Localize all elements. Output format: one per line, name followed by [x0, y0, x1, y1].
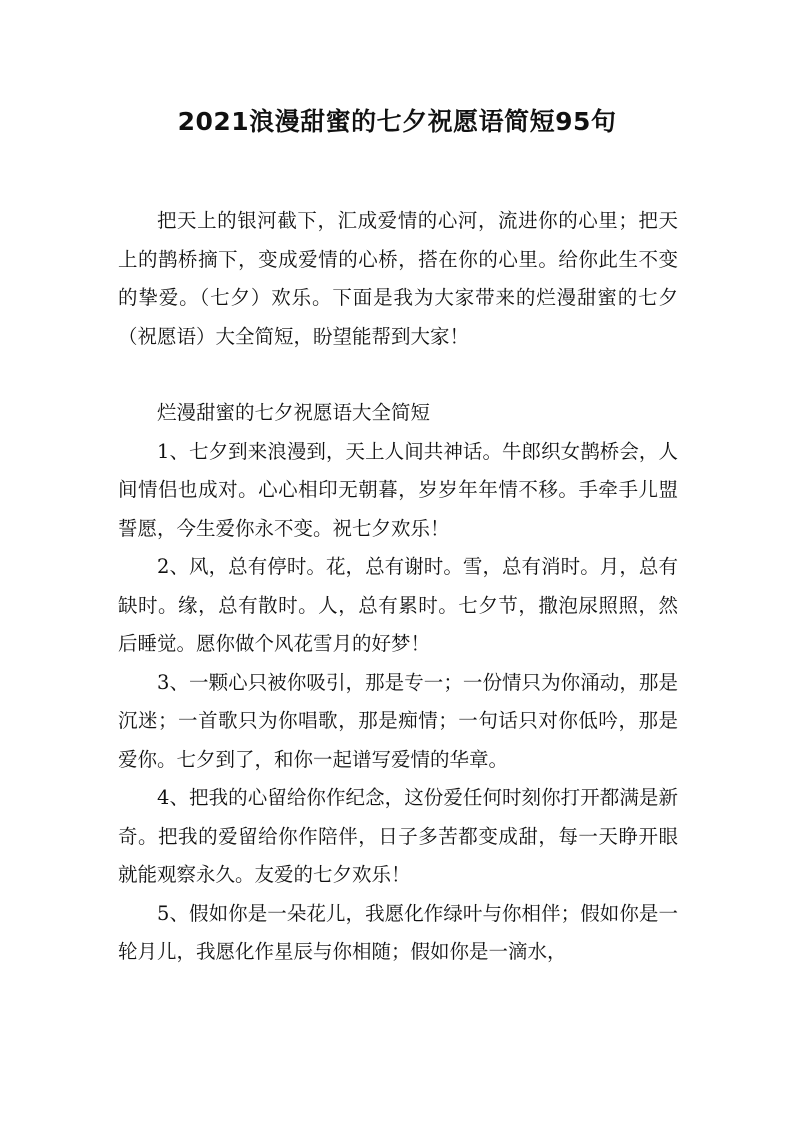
list-item: 3、一颗心只被你吸引，那是专一；一份情只为你涌动，那是沉迷；一首歌只为你唱歌，那是痴情；一句话只对你低吟，那是爱你。七夕到了，和你一起谱写爱情的华章。	[118, 670, 678, 771]
list-item: 4、把我的心留给你作纪念，这份爱任何时刻你打开都满是新奇。把我的爱留给你作陪伴，日子多苦都变成甜，每一天睁开眼就能观察永久。友爱的七夕欢乐！	[118, 786, 678, 886]
section-heading: 烂漫甜蜜的七夕祝愿语大全简短	[157, 401, 431, 424]
list-item: 1、七夕到来浪漫到，天上人间共神话。牛郎织女鹊桥会，人间情侣也成对。心心相印无朝暮，岁岁年年情不移。手牵手儿盟誓愿，今生爱你永不变。祝七夕欢乐！	[118, 439, 678, 540]
intro-paragraph: 把天上的银河截下，汇成爱情的心河，流进你的心里；把天上的鹊桥摘下，变成爱情的心桥，搭在你的心里。给你此生不变的挚爱。（七夕）欢乐。下面是我为大家带来的烂漫甜蜜的七夕（祝愿语）大全简短，盼望能帮到大家！	[118, 209, 678, 348]
paragraph-spacer	[118, 356, 678, 394]
document-body	[118, 202, 678, 972]
list-item: 2、风，总有停时。花，总有谢时。雪，总有消时。月，总有缺时。缘，总有散时。人，总有累时。七夕节，撒泡尿照照，然后睡觉。愿你做个风花雪月的好梦！	[118, 555, 678, 655]
list-item: 5、假如你是一朵花儿，我愿化作绿叶与你相伴；假如你是一轮月儿，我愿化作星辰与你相随；假如你是一滴水，	[118, 901, 678, 963]
document-title: 2021浪漫甜蜜的七夕祝愿语简短95句	[177, 107, 617, 136]
